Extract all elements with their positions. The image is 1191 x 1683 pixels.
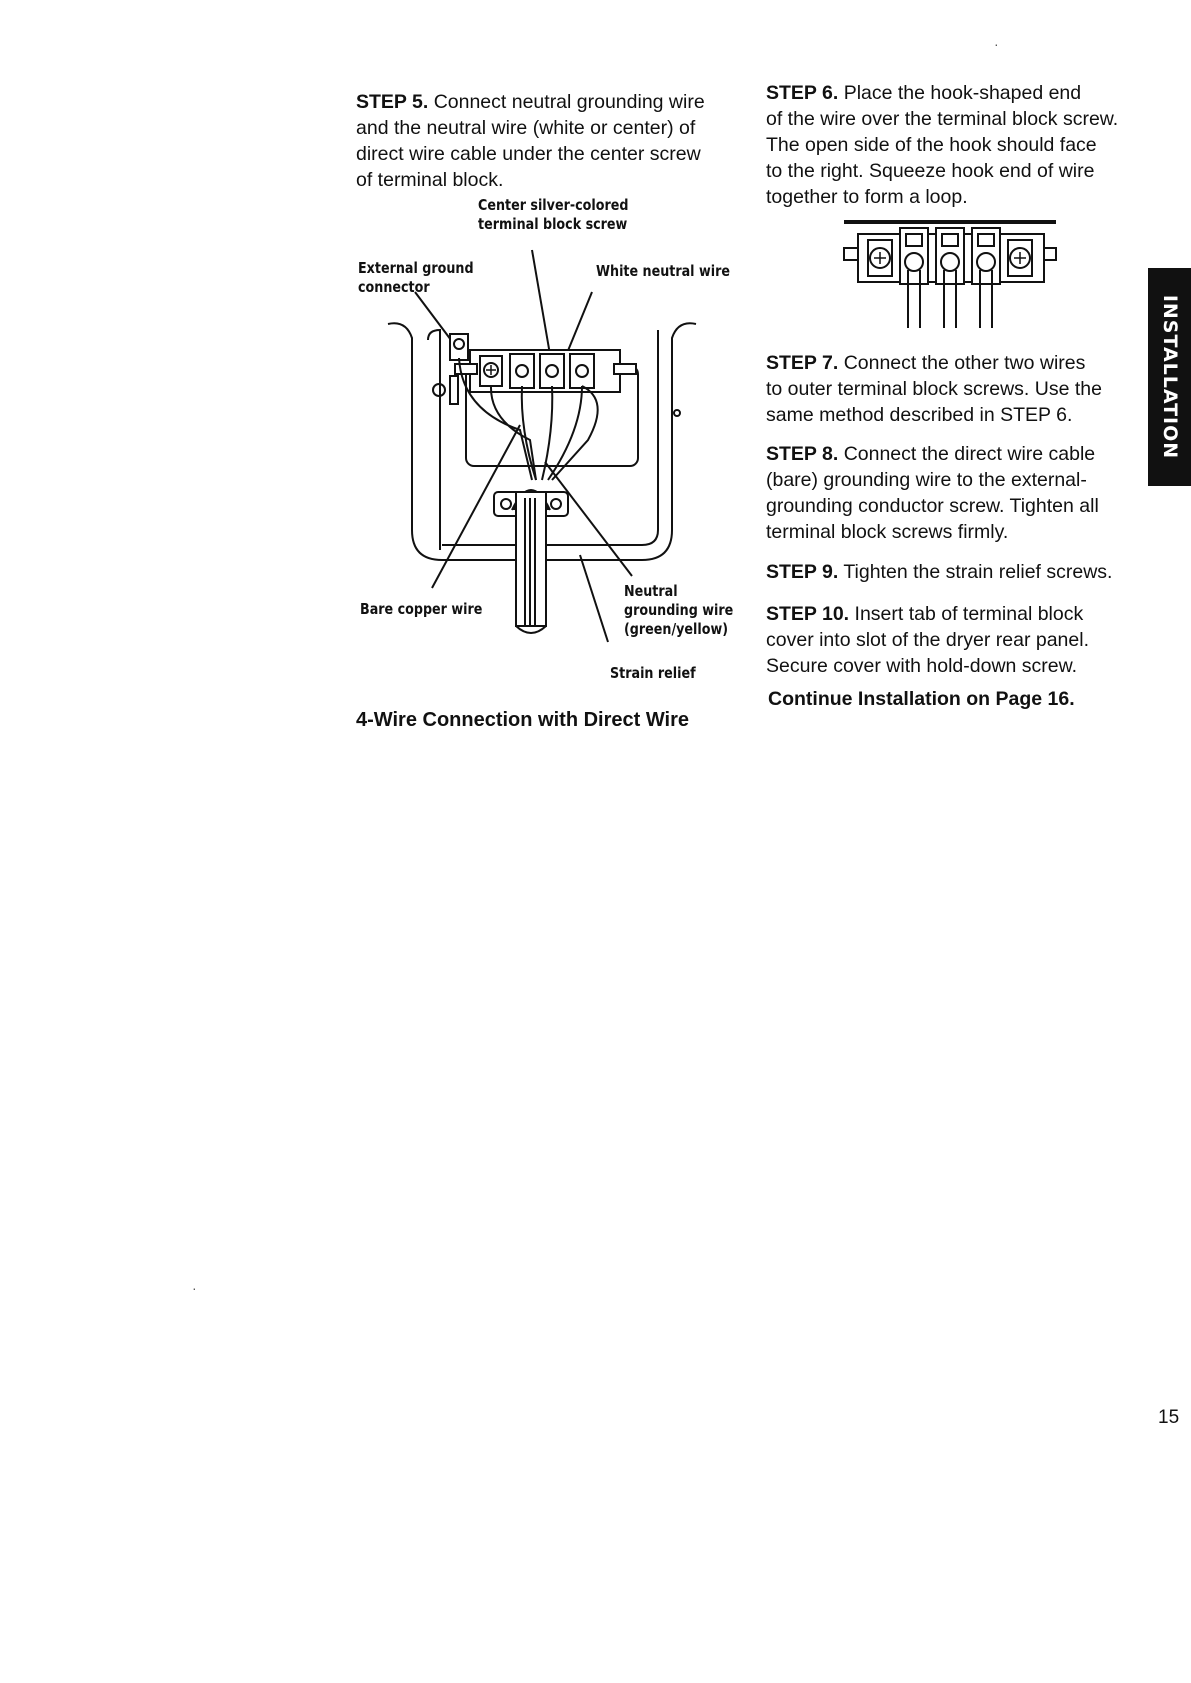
label-line: grounding wire: [624, 601, 734, 619]
step8-label: STEP 8.: [766, 443, 839, 465]
step7-label: STEP 7.: [766, 352, 839, 374]
step5-label: STEP 5.: [356, 91, 429, 113]
step8-text: [766, 441, 1161, 545]
step6-label: STEP 6.: [766, 82, 839, 104]
step5-line: Connect neutral grounding wire: [433, 91, 705, 113]
label-line: connector: [358, 278, 430, 296]
step9-label: STEP 9.: [766, 561, 839, 583]
step10-line: Secure cover with hold-down screw.: [766, 655, 1078, 677]
wiring-diagram: [370, 230, 730, 650]
step7-line: same method described in STEP 6.: [766, 404, 1073, 426]
step10-line: cover into slot of the dryer rear panel.: [766, 629, 1089, 651]
step9-line: Tighten the strain relief screws.: [843, 561, 1113, 583]
label-line: Neutral: [624, 582, 678, 600]
step5-text: [356, 89, 746, 193]
step7-line: Connect the other two wires: [843, 352, 1086, 374]
step8-line: grounding conductor screw. Tighten all: [766, 495, 1099, 517]
terminal-block-closeup: [838, 210, 1070, 340]
step6-text: [766, 80, 1161, 210]
page-number: 15: [1158, 1407, 1180, 1428]
step5-line: direct wire cable under the center screw: [356, 143, 701, 165]
diagram-caption: 4-Wire Connection with Direct Wire: [356, 709, 690, 731]
step6-line: The open side of the hook should face: [766, 134, 1097, 156]
step5-line: and the neutral wire (white or center) of: [356, 117, 696, 139]
step7-line: to outer terminal block screws. Use the: [766, 378, 1102, 400]
label-strain-relief: Strain relief: [610, 664, 696, 682]
step10-text: [766, 601, 1161, 679]
step7-text: [766, 350, 1161, 428]
side-tab-label: INSTALLATION: [1158, 294, 1181, 460]
step6-line: together to form a loop.: [766, 186, 968, 208]
step8-line: (bare) grounding wire to the external-: [766, 469, 1087, 491]
step10-line: Insert tab of terminal block: [854, 603, 1084, 625]
label-line: Center silver-colored: [478, 196, 629, 214]
step5-line: of terminal block.: [356, 169, 504, 191]
label-line: (green/yellow): [624, 620, 729, 638]
installation-side-tab: [1148, 268, 1191, 486]
scan-speck: ·: [994, 36, 999, 52]
step6-line: Place the hook-shaped end: [843, 82, 1082, 104]
step8-line: terminal block screws firmly.: [766, 521, 1009, 543]
step8-line: Connect the direct wire cable: [843, 443, 1096, 465]
label-line: External ground: [358, 259, 474, 277]
step6-line: to the right. Squeeze hook end of wire: [766, 160, 1095, 182]
step10-label: STEP 10.: [766, 603, 850, 625]
label-center-screw: [478, 196, 628, 234]
label-white-neutral: White neutral wire: [596, 262, 730, 280]
scan-speck: ·: [192, 1280, 197, 1296]
step9-text: [766, 559, 1166, 585]
label-line: terminal block screw: [478, 215, 628, 233]
continue-text: Continue Installation on Page 16.: [768, 688, 1075, 710]
step6-line: of the wire over the terminal block screw.: [766, 108, 1119, 130]
label-bare-copper: Bare copper wire: [360, 600, 483, 618]
